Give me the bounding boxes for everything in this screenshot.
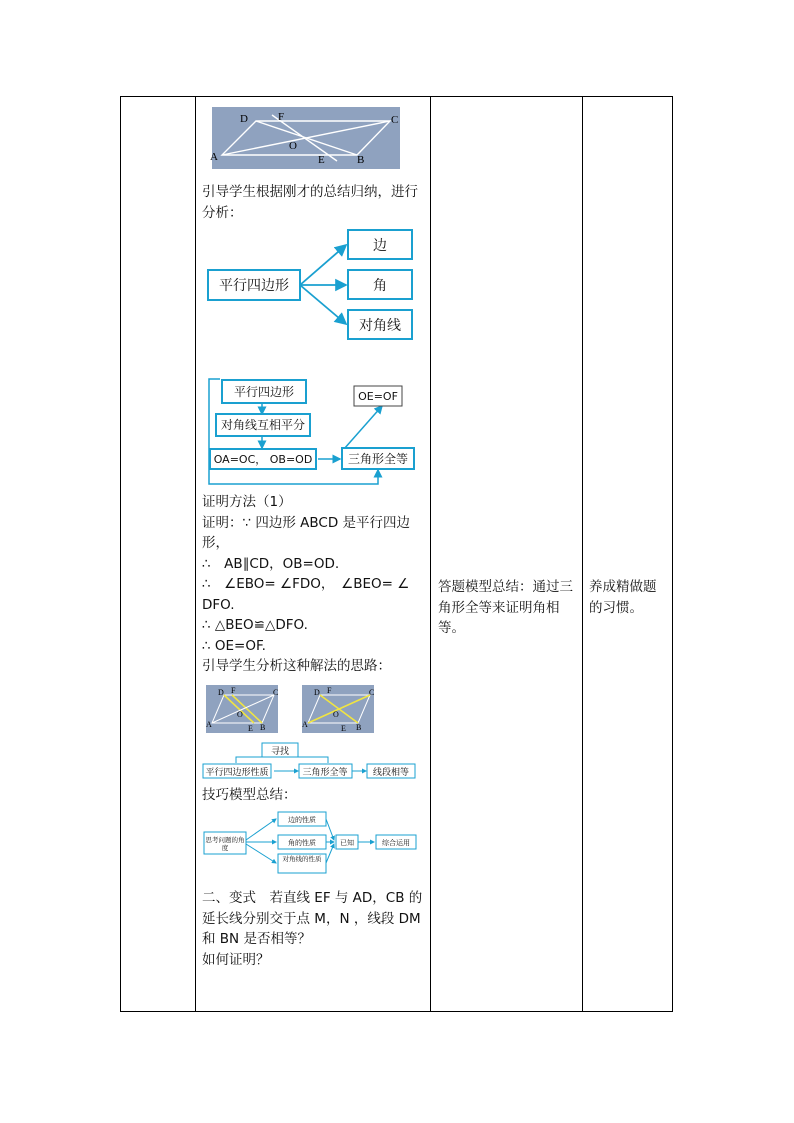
flow-diagram-skill: [202, 810, 418, 874]
label-D: D: [314, 688, 320, 697]
label-O: O: [289, 140, 297, 152]
skill-apply: 综合运用: [382, 839, 410, 847]
proof-line: 证明：∵ 四边形 ABCD 是平行四边: [202, 514, 411, 531]
proof-line: ∴ △BEO≌△DFO.: [202, 617, 308, 633]
label-F: F: [327, 686, 332, 695]
label-E: E: [341, 724, 346, 733]
col3-line: 等。: [438, 620, 465, 636]
proof-line: ∴ ∠EBO= ∠FDO， ∠BEO= ∠: [202, 576, 410, 592]
proof-line: 引导学生分析这种解法的思路：: [202, 658, 391, 674]
flow2-triangle: 三角形全等: [347, 452, 409, 466]
flow-diagram-proof-idea: [206, 376, 420, 486]
skill-title-text: 技巧模型总结：: [202, 787, 297, 803]
label-C: C: [391, 114, 399, 126]
variant-question: [202, 888, 430, 970]
flow2-start: 平行四边形: [233, 385, 295, 399]
label-C: C: [273, 688, 279, 697]
col4-line: 的习惯。: [589, 599, 643, 616]
skill-start: 思考问题的角度: [205, 836, 245, 852]
proof-line: DFO.: [202, 596, 235, 613]
skill-angle: 角的性质: [288, 839, 316, 847]
figure-yellow-right: [302, 685, 374, 733]
intro-line-2: 分析：: [202, 204, 243, 221]
label-B: B: [260, 723, 266, 732]
small-flow-right: 线段相等: [372, 768, 410, 778]
col-divider-2: [430, 96, 431, 1012]
proof-line: ∴ OE=OF.: [202, 637, 266, 654]
skill-known: 已知: [340, 839, 354, 847]
proof-heading: 证明方法（1）: [202, 494, 292, 510]
answer-model-summary: [438, 577, 582, 639]
col4-line: 养成精做题: [589, 579, 657, 595]
table-right-border: [672, 96, 673, 1012]
small-flow-left: 平行四边形性质: [205, 768, 269, 778]
proof-block: [202, 492, 430, 677]
label-B: B: [356, 723, 362, 732]
flow1-branch-angle: 角: [373, 278, 387, 294]
flow1-branch-diagonal: 对角线: [359, 318, 401, 334]
variant-line: 延长线分别交于点 M，N ，线段 DM: [202, 910, 421, 927]
flow2-mid: 对角线互相平分: [220, 418, 306, 432]
col3-line: 答题模型总结：通过三: [438, 579, 573, 595]
label-F: F: [278, 111, 285, 123]
small-flow-mid: 三角形全等: [302, 768, 348, 778]
label-D: D: [218, 688, 224, 697]
flow1-branch-edge: 边: [373, 238, 387, 254]
label-A: A: [302, 720, 308, 729]
label-E: E: [318, 154, 325, 166]
flow2-result: OE=OF: [358, 390, 398, 403]
table-left-border: [120, 96, 121, 1012]
flow2-equalities: OA=OC， OB=OD: [213, 453, 313, 466]
label-F: F: [231, 686, 236, 695]
label-O: O: [333, 710, 339, 719]
label-E: E: [248, 724, 253, 733]
table-top-border: [120, 96, 673, 97]
label-B: B: [357, 154, 365, 166]
label-A: A: [210, 151, 218, 163]
habit-note: [589, 577, 671, 618]
label-O: O: [237, 710, 243, 719]
parallelogram-figure: [212, 107, 400, 169]
flow1-root: 平行四边形: [219, 278, 289, 294]
variant-line: 二、变式 若直线 EF 与 AD，CB 的: [202, 890, 423, 906]
col-divider-1: [195, 96, 196, 1012]
flow-diagram-properties: [205, 228, 419, 342]
col-divider-3: [582, 96, 583, 1012]
skill-title: [202, 785, 430, 806]
skill-side: 边的性质: [288, 816, 316, 824]
label-A: A: [206, 720, 212, 729]
skill-diag: 对角线的性质: [282, 855, 322, 863]
small-flow-top: 寻找: [270, 747, 290, 757]
variant-line: 和 BN 是否相等？: [202, 931, 311, 947]
label-D: D: [240, 113, 248, 125]
intro-text: [202, 182, 430, 223]
proof-line: 形，: [202, 535, 229, 551]
variant-line: 如何证明？: [202, 951, 270, 968]
intro-line-1: 引导学生根据刚才的总结归纳，进行: [202, 184, 418, 200]
figure-yellow-left: [206, 685, 278, 733]
table-bottom-border: [120, 1011, 673, 1012]
flow-diagram-search: [202, 741, 418, 781]
label-C: C: [369, 688, 375, 697]
col3-line: 角形全等来证明角相: [438, 599, 560, 616]
proof-line: ∴ AB∥CD，OB=OD.: [202, 555, 340, 572]
